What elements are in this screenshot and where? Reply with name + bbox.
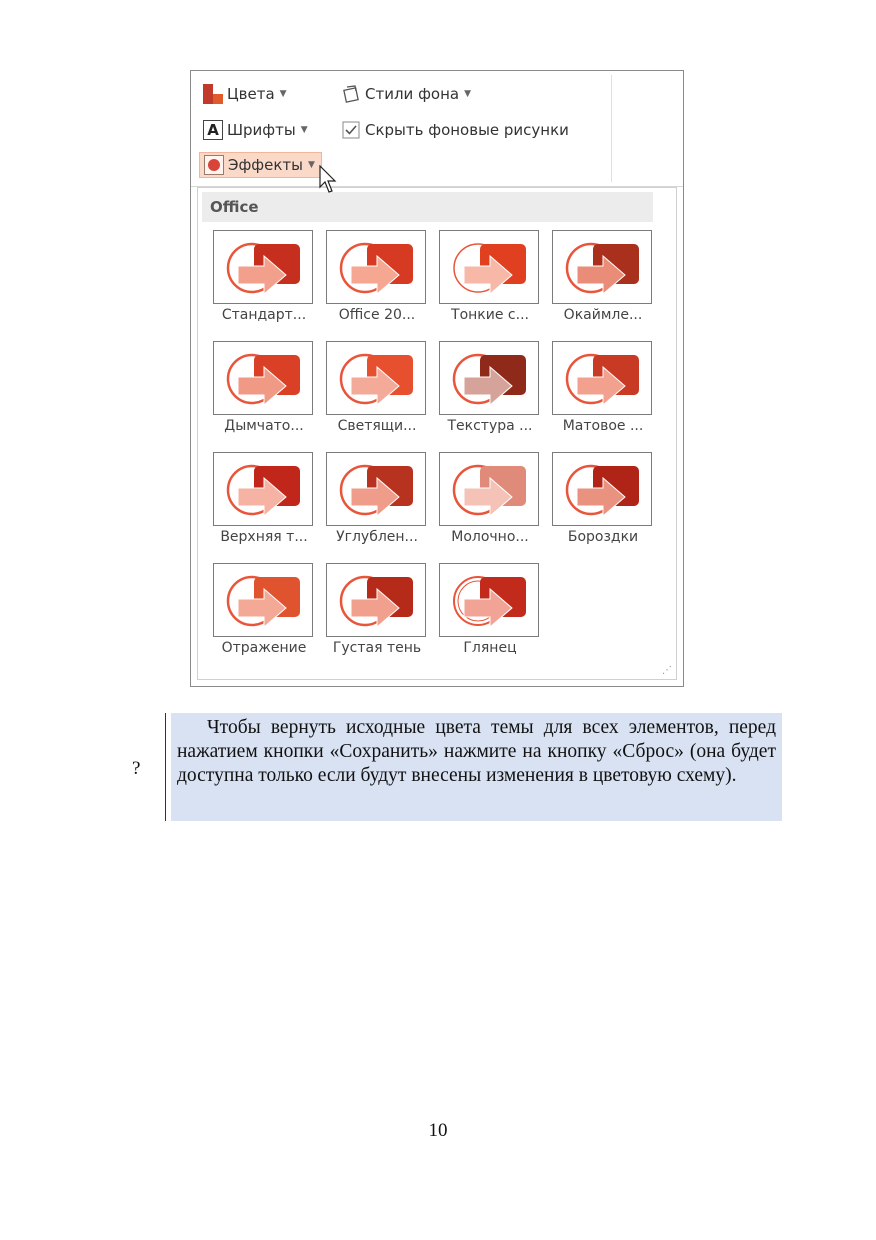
effect-preview-icon <box>224 236 306 300</box>
hide-background-checkbox[interactable] <box>341 117 569 143</box>
colors-label: Цвета <box>227 85 275 103</box>
effect-preview <box>439 230 539 304</box>
effect-label: Молочно... <box>451 529 529 545</box>
colors-icon <box>203 84 223 104</box>
chevron-down-icon: ▼ <box>464 89 471 99</box>
effect-tile-glow[interactable] <box>326 341 428 434</box>
ribbon-group <box>191 71 683 187</box>
effect-tile-milky[interactable] <box>439 452 541 545</box>
effect-preview-icon <box>337 347 419 411</box>
effect-label: Бороздки <box>567 529 639 545</box>
effect-preview-icon <box>224 347 306 411</box>
effect-preview <box>213 341 313 415</box>
ribbon-divider <box>611 75 612 182</box>
effect-tile-gloss[interactable] <box>439 563 541 656</box>
effect-label: Дымчато... <box>224 418 304 434</box>
effect-label: Матовое ... <box>562 418 644 434</box>
page-number: 10 <box>428 1120 448 1141</box>
effect-label: Глянец <box>463 640 517 656</box>
effects-label: Эффекты <box>228 156 303 174</box>
effect-preview <box>326 341 426 415</box>
effect-preview <box>213 452 313 526</box>
effect-preview-icon <box>450 347 532 411</box>
note-divider <box>165 713 166 821</box>
effect-label: Окаймле... <box>563 307 643 323</box>
effect-tile-inset[interactable] <box>326 452 428 545</box>
effect-preview-icon <box>337 569 419 633</box>
chevron-down-icon: ▼ <box>279 89 287 99</box>
mouse-cursor-icon <box>319 165 339 195</box>
effect-preview <box>552 230 652 304</box>
note-text: Чтобы вернуть исходные цвета темы для всех элементов, перед нажатием кнопки «Сохранить» нажмите на кнопку «Сброс» (она будет доступна только если будут внесены изменения в цветовую схему). <box>171 713 782 821</box>
effect-tile-texture[interactable] <box>439 341 541 434</box>
effect-preview-icon <box>563 236 645 300</box>
effect-label: Стандарт... <box>221 307 307 323</box>
effect-label: Верхняя т... <box>220 529 308 545</box>
background-styles-label: Стили фона <box>365 85 460 103</box>
fonts-button[interactable] <box>203 117 308 143</box>
effect-preview <box>326 563 426 637</box>
effect-tile-topshadow[interactable] <box>213 452 315 545</box>
effect-label: Тонкие с... <box>451 307 529 323</box>
effect-tile-standard[interactable] <box>213 230 315 323</box>
effect-preview <box>213 230 313 304</box>
effect-tile-matte[interactable] <box>552 341 654 434</box>
effect-tile-smoky[interactable] <box>213 341 315 434</box>
effect-preview <box>439 341 539 415</box>
effect-tile-thin[interactable] <box>439 230 541 323</box>
effect-label: Густая тень <box>332 640 422 656</box>
fonts-icon: A <box>203 120 223 140</box>
chevron-down-icon: ▼ <box>300 125 308 135</box>
background-styles-icon <box>341 84 361 104</box>
effect-preview-icon <box>224 569 306 633</box>
note-callout <box>132 713 782 821</box>
effect-label: Office 20... <box>338 307 416 323</box>
hide-background-label: Скрыть фоновые рисунки <box>365 121 569 139</box>
effect-preview-icon <box>224 458 306 522</box>
note-marker: ? <box>132 758 141 779</box>
effect-label: Отражение <box>221 640 307 656</box>
effect-tile-reflection[interactable] <box>213 563 315 656</box>
colors-button[interactable] <box>203 81 287 107</box>
effect-tile-grooves[interactable] <box>552 452 654 545</box>
effect-preview-icon <box>450 458 532 522</box>
resize-grip-icon[interactable]: ⋰ <box>662 665 672 676</box>
effect-preview <box>326 230 426 304</box>
effect-label: Углублен... <box>336 529 418 545</box>
fonts-label: Шрифты <box>227 121 296 139</box>
effect-preview <box>552 341 652 415</box>
effect-preview-icon <box>563 458 645 522</box>
checkbox-checked-icon <box>341 120 361 140</box>
effect-preview <box>439 452 539 526</box>
effect-label: Светящи... <box>337 418 417 434</box>
effect-preview <box>552 452 652 526</box>
effects-dropdown-screenshot <box>190 70 684 687</box>
effects-button[interactable] <box>199 152 322 178</box>
effect-preview <box>439 563 539 637</box>
effect-preview-icon <box>563 347 645 411</box>
effect-preview-icon <box>450 569 532 633</box>
effect-preview-icon <box>450 236 532 300</box>
effect-tile-office[interactable] <box>326 230 428 323</box>
effect-tile-heavyshadow[interactable] <box>326 563 428 656</box>
effect-preview <box>326 452 426 526</box>
effects-icon <box>204 155 224 175</box>
effects-gallery <box>197 187 677 680</box>
effect-label: Текстура ... <box>447 418 533 434</box>
gallery-section-header: Office <box>202 192 653 222</box>
background-styles-button[interactable] <box>341 81 471 107</box>
effect-preview-icon <box>337 236 419 300</box>
chevron-down-icon: ▼ <box>308 160 315 170</box>
effect-tile-framed[interactable] <box>552 230 654 323</box>
effect-preview-icon <box>337 458 419 522</box>
effect-preview <box>213 563 313 637</box>
